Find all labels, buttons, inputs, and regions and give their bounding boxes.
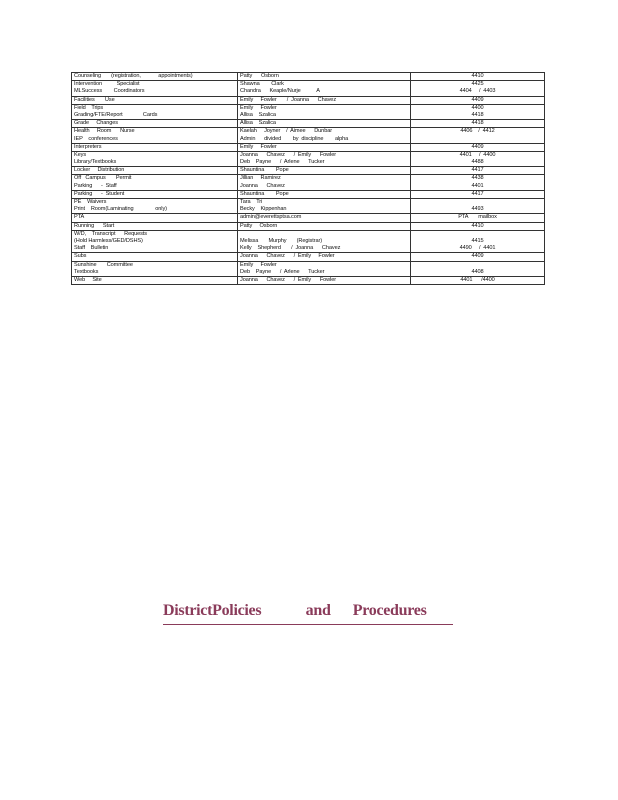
contact-cell xyxy=(238,143,411,151)
room-line: 4400 xyxy=(471,104,484,111)
room-cell xyxy=(411,261,545,276)
contact-line: Becky Kippenhan xyxy=(240,206,287,213)
contact-cell xyxy=(238,222,411,230)
contact-line xyxy=(240,231,408,238)
contact-line: Emily Fowler xyxy=(240,261,277,268)
contact-line: Shawna Clark xyxy=(240,81,284,88)
topic-line: Grade Changes xyxy=(74,120,119,127)
room-cell xyxy=(411,199,545,214)
room-line: 4417 xyxy=(471,167,484,174)
contact-line: Jillian Ramirez xyxy=(240,175,281,182)
topic-line: Grading/FTE/Report Cards xyxy=(74,111,158,118)
contact-line: Melissa Murphy (Registrar) xyxy=(240,237,322,244)
room-line: 4406 / 4412 xyxy=(460,128,495,135)
room-line: 4438 xyxy=(471,175,484,182)
room-line: 4409 xyxy=(471,96,484,103)
table-row xyxy=(72,128,545,143)
table-row xyxy=(72,167,545,175)
topic-line: Keys xyxy=(74,151,87,158)
topic-line: Library/Textbooks xyxy=(74,159,117,166)
topic-line: Parking - Student xyxy=(74,190,125,197)
contact-line: Deb Payne / Arlene Tucker xyxy=(240,268,325,275)
contact-cell xyxy=(238,104,411,119)
contact-line: Joanna Chavez / Emily Fowler xyxy=(240,276,337,283)
table-row xyxy=(72,199,545,214)
room-cell xyxy=(411,167,545,175)
table-row xyxy=(72,104,545,119)
room-cell xyxy=(411,81,545,96)
contact-cell xyxy=(238,253,411,261)
contact-cell xyxy=(238,81,411,96)
contact-cell xyxy=(238,230,411,253)
contact-line: Allisa Szalica xyxy=(240,111,276,118)
topic-line: Textbooks xyxy=(74,268,99,275)
topic-line: Facilities Use xyxy=(74,96,115,103)
table-row xyxy=(72,175,545,190)
table-row xyxy=(72,73,545,81)
room-line: 4409 xyxy=(471,253,484,260)
room-cell xyxy=(411,104,545,119)
room-cell xyxy=(411,175,545,190)
room-line: 4408 xyxy=(471,268,484,275)
table-row xyxy=(72,151,545,166)
room-cell xyxy=(411,190,545,198)
contact-directory-table xyxy=(71,72,545,285)
table-row xyxy=(72,81,545,96)
topic-line: Parking - Staff xyxy=(74,182,117,189)
contact-line: Emily Fowler xyxy=(240,143,277,150)
contact-line: Shauntina Pope xyxy=(240,190,289,197)
table-row xyxy=(72,261,545,276)
contact-line: Joanna Chavez / Emily Fowler xyxy=(240,253,335,260)
topic-cell xyxy=(72,151,238,166)
room-line xyxy=(413,231,542,238)
room-line: 4425 xyxy=(471,81,484,88)
topic-line: Locker Distribution xyxy=(74,167,125,174)
contact-line: Patty Osborn xyxy=(240,73,279,79)
table-row xyxy=(72,214,545,222)
topic-line: Subs xyxy=(74,253,87,260)
contact-line: Admin divided by discipline alpha xyxy=(240,135,349,142)
room-cell xyxy=(411,120,545,128)
room-line: 4488 xyxy=(471,159,484,166)
topic-line: Running Start xyxy=(74,222,115,229)
contact-line: Joanna Chavez xyxy=(240,182,285,189)
table-row xyxy=(72,143,545,151)
room-line: 4417 xyxy=(471,190,484,197)
room-line: 4401 / 4400 xyxy=(459,151,496,158)
topic-line: PE Waivers xyxy=(74,199,107,205)
contact-cell xyxy=(238,276,411,284)
contact-cell xyxy=(238,175,411,190)
contact-line: Tara Tri xyxy=(240,199,263,205)
room-line: 4493 xyxy=(471,206,484,213)
contact-directory-body xyxy=(72,73,545,285)
contact-line: Deb Payne / Arlene Tucker xyxy=(240,159,325,166)
topic-cell xyxy=(72,128,238,143)
topic-cell xyxy=(72,222,238,230)
topic-cell xyxy=(72,276,238,284)
room-line: 4418 xyxy=(471,120,484,127)
contact-line: Allisa Szalica xyxy=(240,120,276,127)
contact-line: Patty Osborn xyxy=(240,222,278,229)
topic-line: Staff Bulletin xyxy=(74,245,109,252)
room-line: 4410 xyxy=(471,73,484,79)
room-cell xyxy=(411,73,545,81)
topic-line: Sunshine Committee xyxy=(74,261,133,268)
section-title: DistrictPolicies and Procedures xyxy=(163,602,453,625)
contact-cell xyxy=(238,214,411,222)
room-line: 4490 / 4401 xyxy=(459,245,496,252)
table-row xyxy=(72,222,545,230)
room-line: 4410 xyxy=(471,222,484,229)
topic-cell xyxy=(72,167,238,175)
topic-cell xyxy=(72,261,238,276)
topic-cell xyxy=(72,199,238,214)
table-row xyxy=(72,253,545,261)
room-line xyxy=(413,199,542,206)
topic-cell xyxy=(72,175,238,190)
topic-line: (Hold Harmless/GED/DSHS) xyxy=(74,237,143,244)
room-line: 4415 xyxy=(471,237,484,244)
topic-line: Counseling (registration, appointments) xyxy=(74,73,193,79)
room-cell xyxy=(411,96,545,104)
topic-cell xyxy=(72,190,238,198)
table-row xyxy=(72,120,545,128)
topic-cell xyxy=(72,143,238,151)
topic-line: Intervention Specialist xyxy=(74,81,140,88)
topic-line: W/D, Transcript Requests xyxy=(74,230,147,237)
contact-cell xyxy=(238,261,411,276)
topic-line: IEP conferences xyxy=(74,135,118,142)
topic-cell xyxy=(72,230,238,253)
topic-line: Field Trips xyxy=(74,104,104,111)
contact-line: Shauntina Pope xyxy=(240,167,289,174)
topic-cell xyxy=(72,96,238,104)
topic-line: PTA xyxy=(74,214,85,221)
contact-line: Emily Fowler / Joanna Chavez xyxy=(240,96,337,103)
topic-cell xyxy=(72,104,238,119)
room-cell xyxy=(411,222,545,230)
topic-cell xyxy=(72,73,238,81)
topic-line: Print Room(Laminating only) xyxy=(74,206,167,213)
contact-cell xyxy=(238,199,411,214)
table-row xyxy=(72,276,545,284)
room-cell xyxy=(411,143,545,151)
room-line: 4401 /4400 xyxy=(460,276,495,283)
contact-line: Kaelah Joyner / Aimee Dunbar xyxy=(240,128,332,135)
contact-line: Kelly Shepherd / Joanna Chavez xyxy=(240,245,341,252)
topic-cell xyxy=(72,253,238,261)
contact-cell xyxy=(238,167,411,175)
contact-line: Emily Fowler xyxy=(240,104,277,111)
room-cell xyxy=(411,276,545,284)
contact-line: Joanna Chavez / Emily Fowler xyxy=(240,151,337,158)
room-cell xyxy=(411,214,545,222)
contact-cell xyxy=(238,96,411,104)
topic-line: Interpreters xyxy=(74,143,102,150)
table-row xyxy=(72,230,545,253)
topic-line: Web Site xyxy=(74,276,102,283)
room-cell xyxy=(411,253,545,261)
topic-cell xyxy=(72,214,238,222)
contact-cell xyxy=(238,120,411,128)
room-cell xyxy=(411,128,545,143)
topic-line: MLSuccess Coordinators xyxy=(74,88,145,95)
topic-line: Health Room Nurse xyxy=(74,128,135,135)
topic-cell xyxy=(72,81,238,96)
room-line: 4409 xyxy=(471,143,484,150)
table-row xyxy=(72,96,545,104)
room-line xyxy=(413,262,542,269)
room-line: PTA mailbox xyxy=(458,214,497,221)
room-cell xyxy=(411,151,545,166)
contact-cell xyxy=(238,190,411,198)
contact-cell xyxy=(238,73,411,81)
topic-line: Off Campus Permit xyxy=(74,175,132,182)
topic-cell xyxy=(72,120,238,128)
contact-cell xyxy=(238,151,411,166)
room-cell xyxy=(411,230,545,253)
table-row xyxy=(72,190,545,198)
room-line: 4404 / 4403 xyxy=(459,88,496,95)
contact-line: Chandra Keaple/Nurje A xyxy=(240,88,320,95)
contact-line: admin@everettsptsa.com xyxy=(240,214,302,221)
room-line: 4401 xyxy=(471,182,484,189)
contact-cell xyxy=(238,128,411,143)
room-line: 4418 xyxy=(471,111,484,118)
